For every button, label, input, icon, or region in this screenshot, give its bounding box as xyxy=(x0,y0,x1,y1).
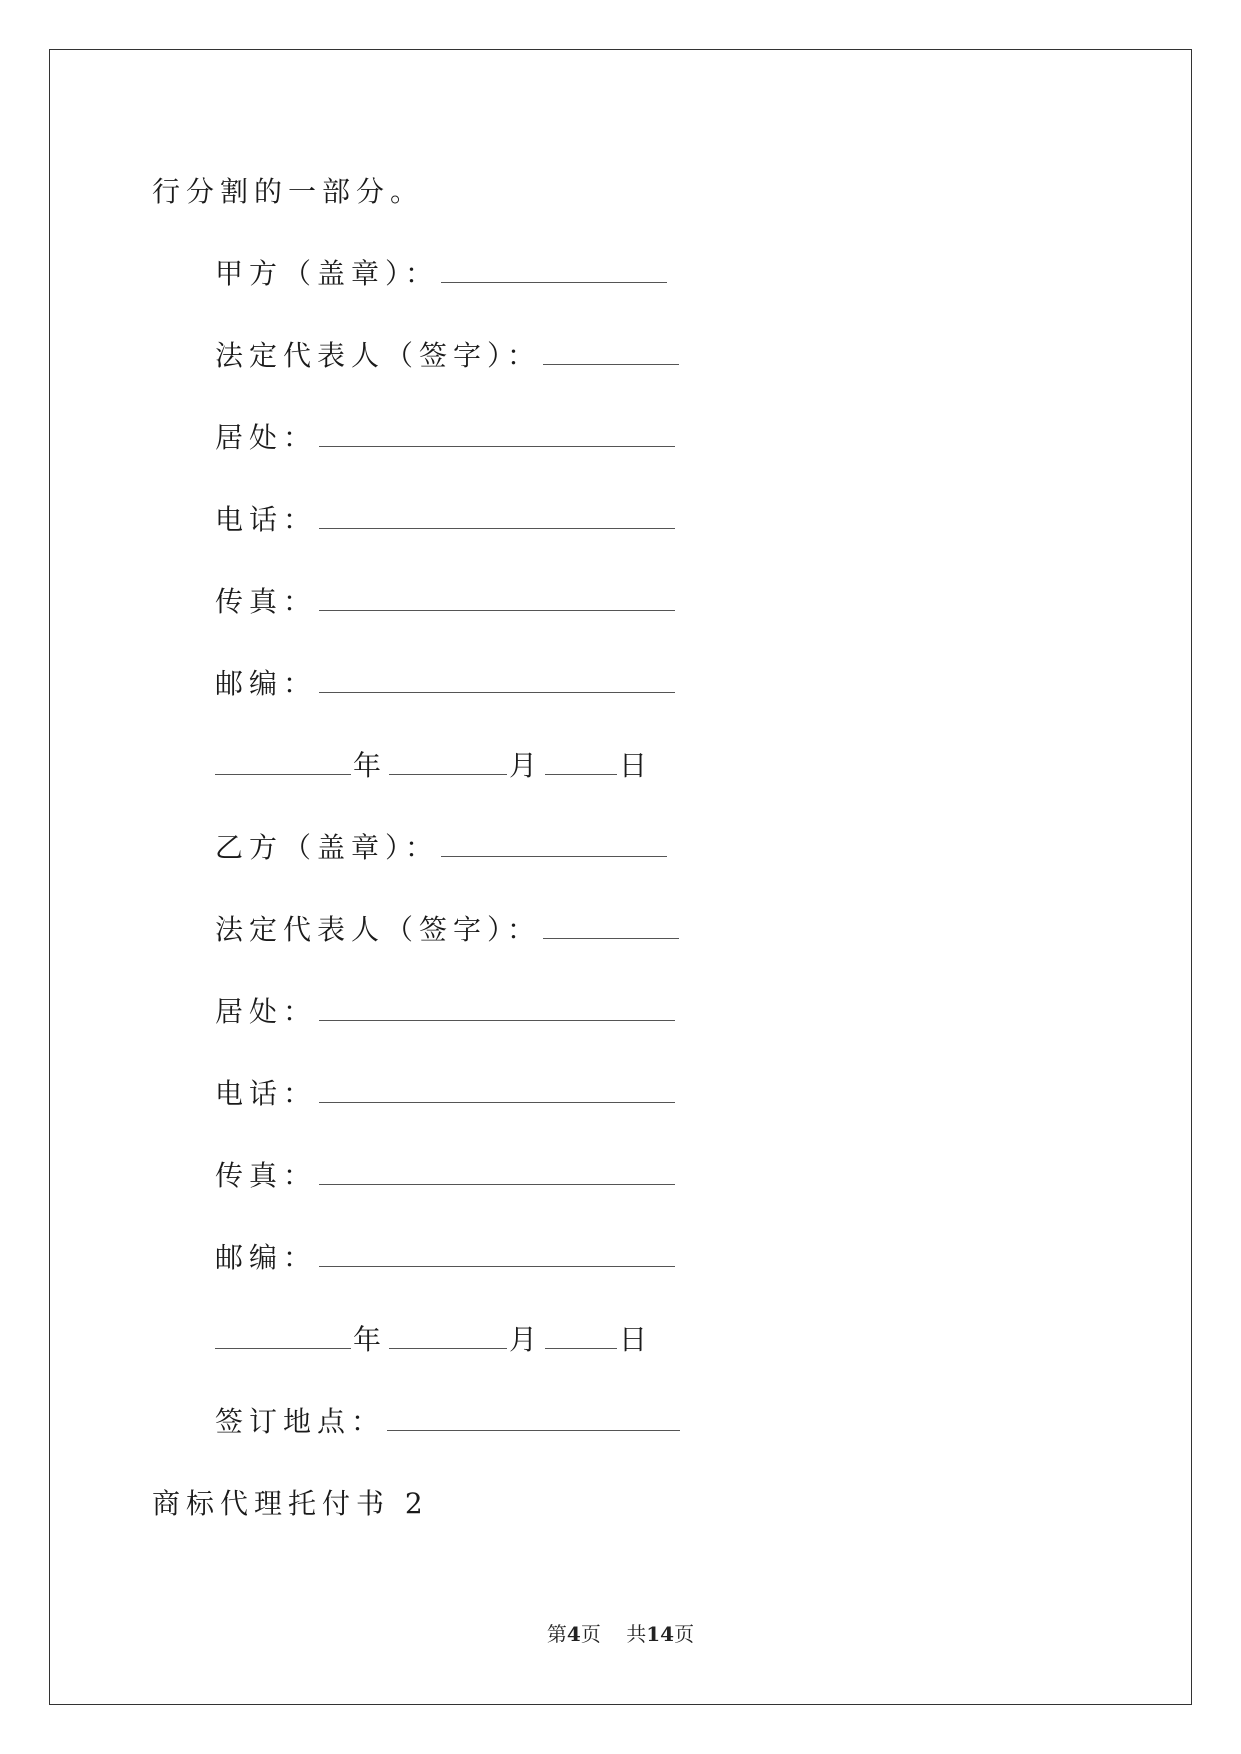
party-b-year-label: 年 xyxy=(353,1323,388,1356)
party-b-seal-label: 乙方（盖章）： xyxy=(215,831,440,864)
party-a-year-blank[interactable] xyxy=(215,748,351,775)
page-footer xyxy=(0,1622,1241,1646)
party-a-address-label: 居处： xyxy=(215,421,318,454)
party-a-postcode-label: 邮编： xyxy=(215,667,318,700)
party-b-fax-label: 传真： xyxy=(215,1159,318,1192)
party-b-phone-label: 电话： xyxy=(215,1077,318,1110)
party-a-fax-blank[interactable] xyxy=(319,584,675,611)
footer-total-pages: 14 xyxy=(646,1622,675,1646)
party-b-rep-label: 法定代表人（签字）： xyxy=(215,913,542,946)
party-b-postcode-blank[interactable] xyxy=(319,1240,675,1267)
footer-total-prefix: 共 xyxy=(626,1622,647,1646)
party-a-seal-label: 甲方（盖章）： xyxy=(215,257,440,290)
party-b-address-label: 居处： xyxy=(215,995,318,1028)
party-a-fax-row xyxy=(215,584,677,620)
party-b-seal-blank[interactable] xyxy=(441,830,667,857)
party-a-seal-row xyxy=(215,256,669,292)
party-b-seal-row xyxy=(215,830,669,866)
signing-place-blank[interactable] xyxy=(387,1404,680,1431)
party-a-date-row xyxy=(213,748,653,784)
party-b-phone-blank[interactable] xyxy=(319,1076,675,1103)
party-a-phone-row xyxy=(215,502,677,538)
party-b-rep-row xyxy=(215,912,681,948)
party-a-seal-blank[interactable] xyxy=(441,256,667,283)
party-b-address-blank[interactable] xyxy=(319,994,675,1021)
party-a-rep-label: 法定代表人（签字）： xyxy=(215,339,542,372)
next-section-title xyxy=(152,1486,429,1522)
party-b-postcode-label: 邮编： xyxy=(215,1241,318,1274)
footer-page-number: 4 xyxy=(566,1622,581,1646)
party-a-month-blank[interactable] xyxy=(389,748,507,775)
party-b-date-row xyxy=(213,1322,653,1358)
party-b-day-blank[interactable] xyxy=(545,1322,617,1349)
party-a-postcode-blank[interactable] xyxy=(319,666,675,693)
page-border xyxy=(49,49,1192,1705)
party-b-fax-row xyxy=(215,1158,677,1194)
footer-prefix: 第 xyxy=(546,1622,567,1646)
party-b-postcode-row xyxy=(215,1240,677,1276)
party-b-month-blank[interactable] xyxy=(389,1322,507,1349)
party-a-phone-label: 电话： xyxy=(215,503,318,536)
footer-page-suffix: 页 xyxy=(580,1622,601,1646)
continuation-label: 行分割的一部分。 xyxy=(152,175,425,208)
party-a-address-row xyxy=(215,420,677,456)
party-a-postcode-row xyxy=(215,666,677,702)
party-b-fax-blank[interactable] xyxy=(319,1158,675,1185)
party-a-month-label: 月 xyxy=(509,749,544,782)
party-a-address-blank[interactable] xyxy=(319,420,675,447)
party-a-fax-label: 传真： xyxy=(215,585,318,618)
footer-total-suffix: 页 xyxy=(674,1622,695,1646)
party-a-phone-blank[interactable] xyxy=(319,502,675,529)
party-a-day-label: 日 xyxy=(619,749,654,782)
next-section-title-text: 商标代理托付书 2 xyxy=(152,1487,429,1520)
party-a-rep-row xyxy=(215,338,681,374)
party-b-address-row xyxy=(215,994,677,1030)
party-b-day-label: 日 xyxy=(619,1323,654,1356)
party-b-month-label: 月 xyxy=(509,1323,544,1356)
party-a-year-label: 年 xyxy=(353,749,388,782)
party-a-day-blank[interactable] xyxy=(545,748,617,775)
party-b-year-blank[interactable] xyxy=(215,1322,351,1349)
signing-place-label: 签订地点： xyxy=(215,1405,386,1438)
party-b-rep-blank[interactable] xyxy=(543,912,679,939)
signing-place-row xyxy=(215,1404,682,1440)
party-b-phone-row xyxy=(215,1076,677,1112)
party-a-rep-blank[interactable] xyxy=(543,338,679,365)
continuation-text xyxy=(152,174,424,210)
